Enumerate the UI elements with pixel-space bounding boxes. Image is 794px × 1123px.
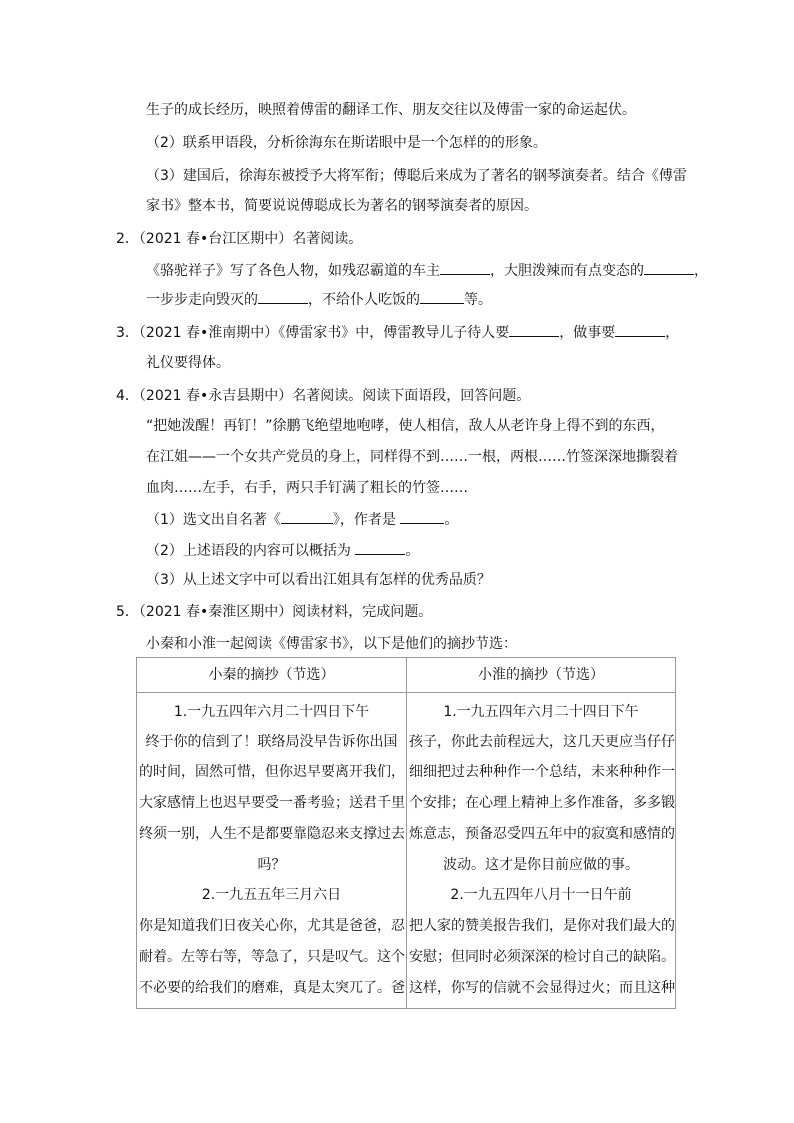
entry-line: 波动。这才是你目前应做的事。: [443, 857, 639, 873]
table-header-row: [137, 658, 676, 693]
table-cell-left: [137, 693, 407, 1009]
excerpt-comparison-table: [136, 657, 676, 1009]
answer-blank[interactable]: [644, 262, 694, 275]
entry-line: 的时间，固然可惜，但你迟早要离开我们，: [139, 764, 405, 780]
entry-line: 个安排；在心理上精神上多作准备，多多锻: [409, 795, 675, 811]
entry-line: 安慰；但同时必须深深的检讨自己的缺陷。: [409, 949, 675, 965]
entry-line: 吗？: [257, 857, 286, 873]
question-2-line-1: [146, 262, 708, 280]
sub-question-1: [146, 511, 458, 529]
entry-line: 终须一别，人生不是都要靠隐忍来支撑过去: [139, 826, 405, 842]
text-segment: 等。: [464, 292, 492, 308]
question-source: （2021 春•永吉县期中）名著阅读。阅读下面语段，回答问题。: [138, 388, 531, 404]
question-5-intro: 小秦和小淮一起阅读《傅雷家书》，以下是他们的摘抄节选：: [146, 636, 517, 652]
entry-date: 2.一九五四年八月十一日午前: [450, 887, 632, 903]
table-header-right: 小淮的摘抄（节选）: [407, 658, 676, 693]
text-segment: ，做事要: [559, 325, 616, 341]
question-number: 3．: [116, 325, 139, 341]
answer-blank[interactable]: [420, 291, 464, 304]
entry-line: 大家感情上也迟早要受一番考验；送君千里: [139, 795, 405, 811]
text-segment: 。: [405, 543, 420, 559]
text-line: （3）建国后，徐海东被授予大将军衔；傅聪后来成为了著名的钢琴演奏者。结合《傅雷: [146, 168, 687, 184]
sub-question-3: （3）从上述文字中可以看出江姐具有怎样的优秀品质？: [146, 572, 491, 588]
entry-line: 终于你的信到了！联络局没早告诉你出国: [145, 734, 398, 750]
question-5-heading: [116, 603, 432, 621]
text-segment: （2021 春•淮南期中）《傅雷家书》中，傅雷教导儿子待人要: [138, 325, 510, 341]
question-3-line-2: 礼仪要得体。: [146, 355, 230, 371]
answer-blank[interactable]: [258, 291, 308, 304]
entry-line: 耐着。左等右等，等急了，只是叹气。这个: [139, 949, 405, 965]
entry-line: 把人家的赞美报告我们，是你对我们最大的: [409, 918, 675, 934]
entry-line: 炼意志，预备忍受四五年中的寂寞和感情的: [409, 826, 675, 842]
question-source: （2021 春•秦淮区期中）阅读材料，完成问题。: [138, 604, 433, 620]
text-segment: ，: [694, 263, 708, 279]
text-line: 生子的成长经历，映照着傅雷的翻译工作、朋友交往以及傅雷一家的命运起伏。: [146, 102, 636, 118]
question-source: （2021 春•台江区期中）名著阅读。: [138, 231, 363, 247]
text-segment: （2）上述语段的内容可以概括为: [146, 543, 351, 559]
question-number: 4．: [116, 388, 139, 404]
entry-line: 你是知道我们日夜关心你，尤其是爸爸，忍: [139, 918, 405, 934]
text-segment: （1）选文出自名著《: [146, 512, 281, 528]
text-segment: ，不给仆人吃饭的: [308, 292, 420, 308]
answer-blank[interactable]: [400, 511, 444, 524]
answer-blank[interactable]: [615, 324, 665, 337]
text-segment: ，: [665, 325, 680, 341]
entry-line: 不必要的给我们的磨难，真是太突兀了。爸: [139, 980, 405, 996]
text-segment: 《骆驼祥子》写了各色人物，如残忍霸道的车主: [146, 263, 440, 279]
passage-line: “把她泼醒！再钉！”徐鹏飞绝望地咆哮，使人相信，敌人从老许身上得不到的东西，: [146, 418, 665, 434]
text-line: （2）联系甲语段，分析徐海东在斯诺眼中是一个怎样的的形象。: [146, 135, 547, 151]
answer-blank[interactable]: [509, 324, 559, 337]
answer-blank[interactable]: [281, 511, 333, 524]
entry-line: 孩子，你此去前程远大，这几天更应当仔仔: [409, 734, 675, 750]
table-header-left: 小秦的摘抄（节选）: [137, 658, 407, 693]
answer-blank[interactable]: [355, 542, 405, 555]
text-segment: 一步步走向毁灭的: [146, 292, 258, 308]
text-line: 家书》整本书，简要说说傅聪成长为著名的钢琴演奏者的原因。: [146, 198, 538, 214]
entry-line: 这样，你写的信就不会显得过火；而且这种: [409, 980, 675, 996]
question-2-heading: [116, 230, 362, 248]
answer-blank[interactable]: [440, 262, 490, 275]
question-number: 5．: [116, 604, 139, 620]
entry-line: 细细把过去种种作一个总结，未来种种作一: [409, 764, 675, 780]
entry-date: 2.一九五五年三月六日: [201, 887, 342, 903]
question-3-line-1: [116, 324, 679, 342]
text-segment: 。: [444, 512, 459, 528]
passage-line: 血肉……左手，右手，两只手钉满了粗长的竹签……: [146, 480, 468, 496]
text-segment: 》，作者是: [332, 512, 396, 528]
question-2-line-2: [146, 291, 492, 309]
sub-question-2: [146, 542, 419, 560]
text-segment: ，大胆泼辣而有点变态的: [490, 263, 644, 279]
question-number: 2．: [116, 231, 139, 247]
question-4-heading: [116, 387, 530, 405]
entry-date: 1.一九五四年六月二十四日下午: [173, 704, 370, 720]
entry-date: 1.一九五四年六月二十四日下午: [443, 704, 639, 720]
table-cell-right: [407, 693, 676, 1009]
passage-line: 在江姐——一个女共产党员的身上，同样得不到……一根，两根……竹签深深地撕裂着: [146, 449, 678, 465]
table-row: [137, 693, 676, 1009]
